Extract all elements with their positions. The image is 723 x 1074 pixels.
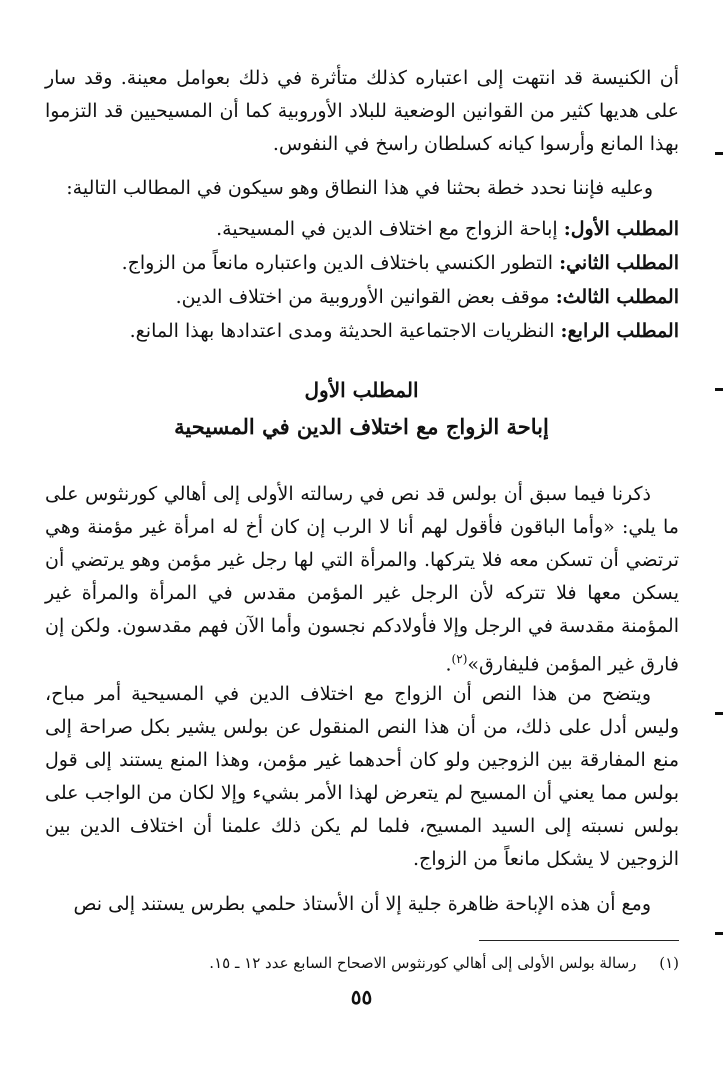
footnote-number: (١) xyxy=(659,954,679,972)
list-item-key: المطلب الرابع: xyxy=(560,320,679,342)
footnote-text: رسالة بولس الأولى إلى أهالي كورنثوس الاصحاح السابع عدد ١٢ ـ ١٥. xyxy=(209,954,637,972)
section-heading: المطلب الأول xyxy=(304,378,419,402)
paragraph-quote xyxy=(45,478,679,681)
paragraph-quote-text: ذكرنا فيما سبق أن بولس قد نص في رسالته الأولى إلى أهالي كورنثوس على ما يلي: «وأما الباقون فأقول لهم أنا لا الرب إن كان أخ له امرأة غير مؤمنة وهي ترتضي أن تسكن معه فلا يتركها. والمرأة التي لها رجل غير مؤمن وهو يرتضي أن يسكن معها فلا تتركه لأن الرجل غير المؤمن مقدس في المرأة والمرأة غير المؤمنة مقدسة في الرجل وإلا فأولادكم نجسون وأما الآن فهم مقدسون. ولكن إن فارق غير المؤمن فليفارق» xyxy=(45,483,679,676)
list-item xyxy=(45,280,679,314)
footnote-divider xyxy=(479,940,679,941)
sections-list xyxy=(45,212,679,348)
paragraph-intro: أن الكنيسة قد انتهت إلى اعتباره كذلك متأثرة في ذلك بعوامل معينة. وقد سار على هديها كثير من القوانين الوضعية للبلاد الأوروبية كما أن المسيحيين قد التزموا بهذا المانع وأرسوا كيانه كسلطان راسخ في النفوس. xyxy=(45,67,679,155)
list-item-text: النظريات الاجتماعية الحديثة ومدى اعتدادها بهذا المانع. xyxy=(129,320,555,342)
list-item-key: المطلب الأول: xyxy=(563,218,679,240)
paragraph-plan: وعليه فإننا نحدد خطة بحثنا في هذا النطاق وهو سيكون في المطالب التالية: xyxy=(66,177,653,199)
list-item xyxy=(45,212,679,246)
list-item-key: المطلب الثالث: xyxy=(555,286,679,308)
list-item-text: التطور الكنسي باختلاف الدين واعتباره مانعاً من الزواج. xyxy=(121,252,554,274)
margin-mark xyxy=(715,932,723,935)
paragraph-quote-end: . xyxy=(445,653,452,676)
list-item-text: موقف بعض القوانين الأوروبية من اختلاف الدين. xyxy=(175,286,550,308)
paragraph-analysis: ويتضح من هذا النص أن الزواج مع اختلاف الدين في المسيحية أمر مباح، وليس أدل على ذلك، من أن هذا النص المنقول عن بولس يشير بكل صراحة إلى منع المفارقة بين الزوجين ولو كان أحدهما غير مؤمن، وهذا المنع يستند إلى قول بولس مما يعني أن المسيح لم يتعرض لهذا الأمر بشيء وإلا لكان من الواجب على بولس نسبته إلى السيد المسيح، فلما لم يكن ذلك علمنا أن اختلاف الدين بين الزوجين لا يشكل مانعاً من الزواج. xyxy=(45,683,679,870)
margin-mark xyxy=(715,388,723,391)
list-item-text: إباحة الزواج مع اختلاف الدين في المسيحية. xyxy=(216,218,558,240)
footnote xyxy=(45,950,679,976)
list-item-key: المطلب الثاني: xyxy=(559,252,679,274)
list-item xyxy=(45,314,679,348)
margin-mark xyxy=(715,152,723,155)
paragraph-continuation: ومع أن هذه الإباحة ظاهرة جلية إلا أن الأستاذ حلمي بطرس يستند إلى نص xyxy=(73,893,651,915)
page-number: ٥٥ xyxy=(350,985,373,1009)
list-item xyxy=(45,246,679,280)
margin-mark xyxy=(715,712,723,715)
section-subheading: إباحة الزواج مع اختلاف الدين في المسيحية xyxy=(174,414,549,439)
footnote-ref: (٢) xyxy=(451,652,468,666)
